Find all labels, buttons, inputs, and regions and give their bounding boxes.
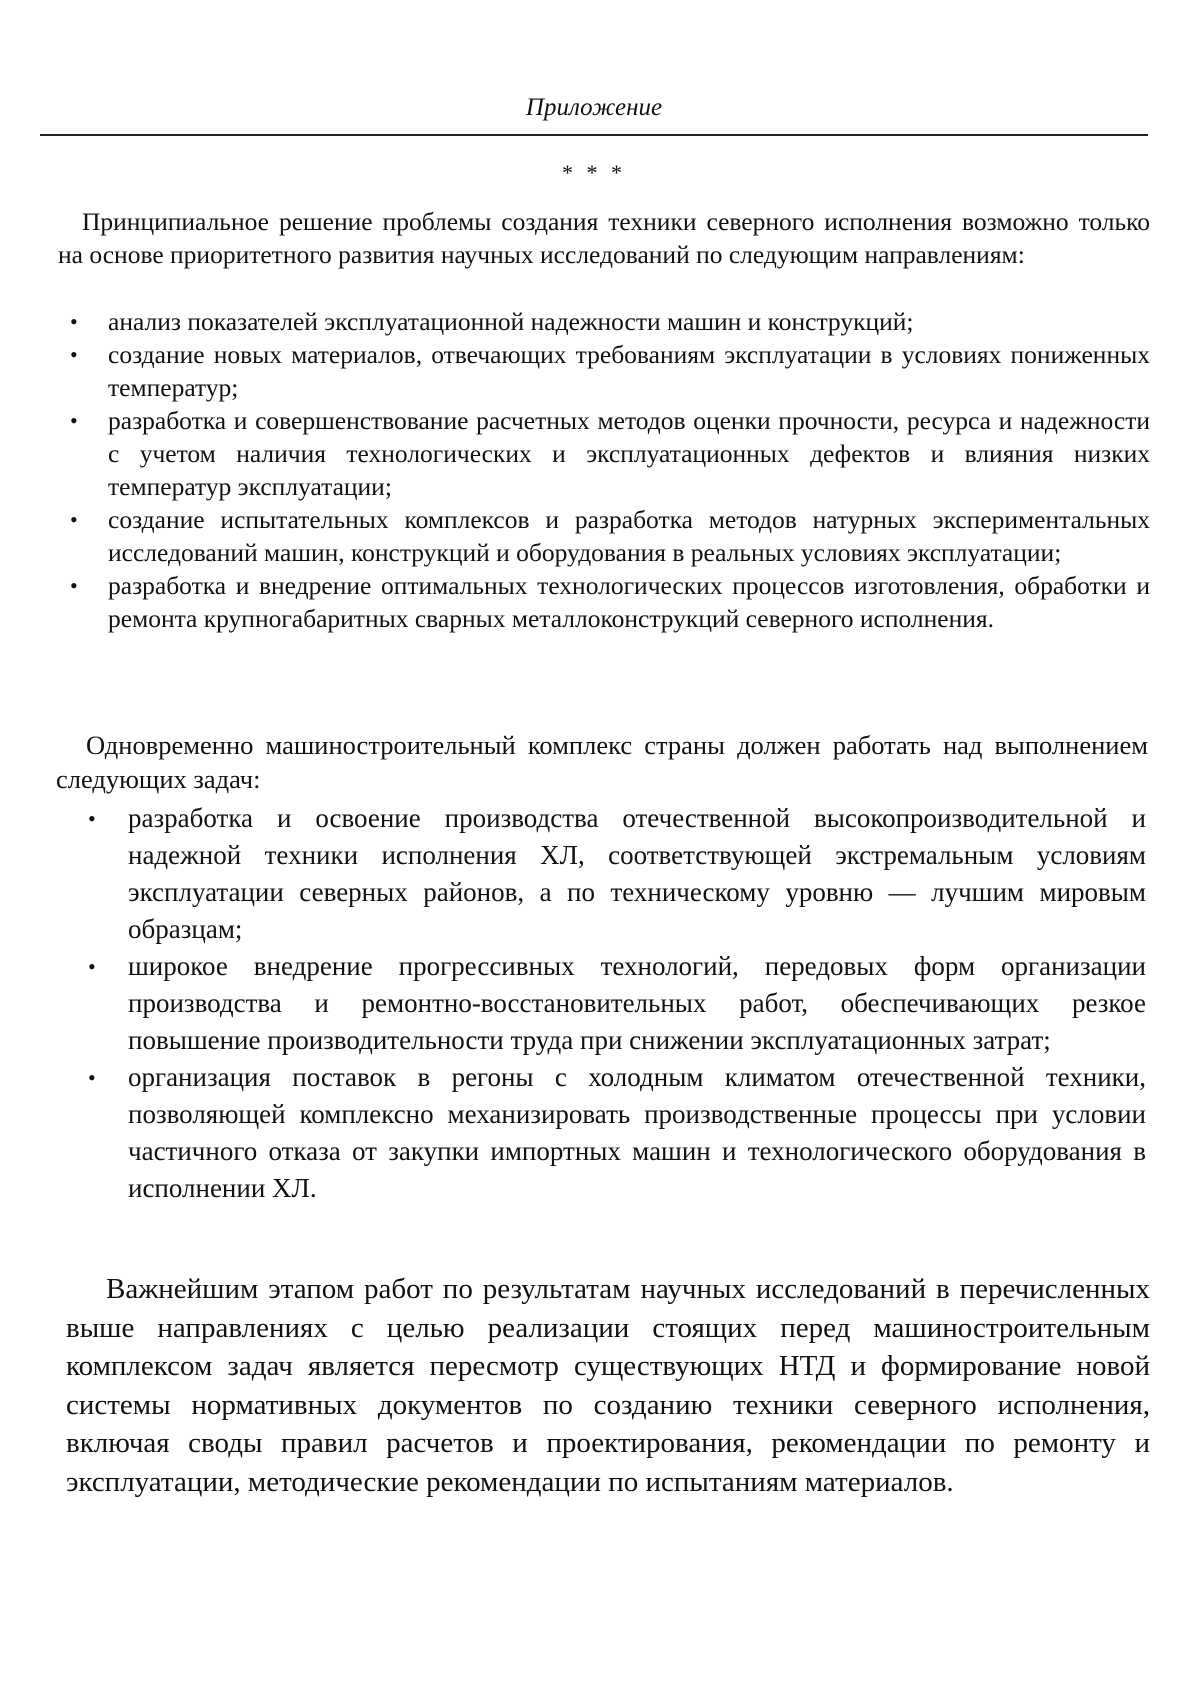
header-rule [40,134,1148,136]
list-item-text: создание новых материалов, отвечающих требованиям эксплуатации в условиях пониженных температур; [108,340,1150,402]
list-item [88,948,1146,1059]
tasks-list [0,800,1200,1207]
list-item [70,305,1150,338]
bullet-icon: • [70,408,78,433]
list-item [70,404,1150,503]
list-item-text: анализ показателей эксплуатационной надежности машин и конструкций; [108,307,914,336]
bullet-icon: • [70,342,78,367]
list-item [70,503,1150,569]
list-item-text: разработка и освоение производства отечественной высокопроизводительной и надежной техники исполнения ХЛ, соответствующей экстремальным условиям эксплуатации северных районов, а по техническому уровню — лучшим мировым образцам; [128,803,1146,944]
list-item-text: организация поставок в регоны с холодным климатом отечественной техники, позволяющей комплексно механизировать производственные процессы при условии частичного отказа от закупки импортных машин и технологического оборудования в исполнении ХЛ. [128,1062,1146,1203]
intro-section [0,205,1200,271]
tasks-intro-section [0,728,1200,796]
list-item [88,1059,1146,1207]
list-item [70,338,1150,404]
bullet-icon: • [88,806,96,831]
list-item [88,800,1146,948]
list-item [70,569,1150,635]
list-item-text: создание испытательных комплексов и разработка методов натурных экспериментальных исследований машин, конструкций и оборудования в реальных условиях эксплуатации; [108,505,1150,567]
bullet-icon: • [70,309,78,334]
bullet-icon: • [88,1065,96,1090]
intro-paragraph: Принципиальное решение проблемы создания техники северного исполнения возможно только на основе приоритетного развития научных исследований по следующим направлениям: [58,207,1150,269]
conclusion-paragraph: Важнейшим этапом работ по результатам научных исследований в перечисленных выше направлениях с целью реализации стоящих перед машиностроительным комплексом задач является пересмотр существующих НТД и формирование новой системы нормативных документов по созданию техники северного исполнения, включая своды правил расчетов и проектирования, рекомендации по ремонту и эксплуатации, методические рекомендации по испытаниям материалов. [66,1273,1150,1498]
running-title: Приложение [525,94,663,121]
section-separator: * * * [562,160,626,185]
bullet-icon: • [70,573,78,598]
research-directions-list [0,305,1200,635]
conclusion-section [0,1270,1200,1501]
tasks-intro-paragraph: Одновременно машиностроительный комплекс страны должен работать над выполнением следующих задач: [56,730,1148,794]
list-item-text: широкое внедрение прогрессивных технологий, передовых форм организации производства и ремонтно-восстановительных работ, обеспечивающих резкое повышение производительности труда при снижении эксплуатационных затрат; [128,951,1146,1055]
list-item-text: разработка и совершенствование расчетных методов оценки прочности, ресурса и надежности с учетом наличия технологических и эксплуатационных дефектов и влияния низких температур эксплуатации; [108,406,1150,501]
bullet-icon: • [70,507,78,532]
bullet-icon: • [88,954,96,979]
list-item-text: разработка и внедрение оптимальных технологических процессов изготовления, обработки и ремонта крупногабаритных сварных металлоконструкций северного исполнения. [108,571,1150,633]
